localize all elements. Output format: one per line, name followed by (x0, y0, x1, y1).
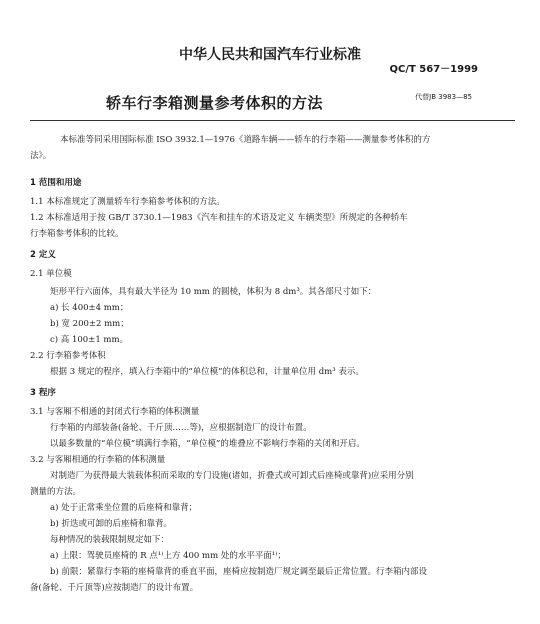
replaces-standard: 代替JB 3983—85 (415, 93, 472, 101)
clause-3-2-limit-upper: a) 上限：驾驶员座椅的 R 点¹⁾上方 400 mm 处的水平平面¹⁾； (50, 551, 286, 561)
intro-line-2: 法》。 (30, 151, 52, 161)
clause-3-1-line-2: 以最多数量的“单位模”填满行李箱，“单位模”的堆叠应不影响行李箱的关闭和开启。 (50, 439, 365, 449)
clause-2-1-text: 矩形平行六面体，具有最大半径为 10 mm 的圆棱，体积为 8 dm³。其各部尺寸如下： (50, 287, 377, 297)
clause-3-2-heading: 3.2 与客厢相通的行李箱的体积测量 (30, 455, 166, 465)
clause-2-1-item-a: a) 长 400±4 mm； (50, 303, 129, 313)
clause-3-2-line-2: 测量的方法。 (30, 487, 82, 497)
clause-2-1-heading: 2.1 单位模 (30, 269, 72, 279)
section-3-heading: 3 程序 (30, 388, 56, 398)
clause-2-1-item-b: b) 宽 200±2 mm； (50, 319, 129, 329)
clause-3-1-line-1: 行李箱的内部装备(备轮、千斤顶……等)，应根据制造厂的设计布置。 (50, 423, 312, 433)
clause-2-2-text: 根据 3 规定的程序，填入行李箱中的“单位模”的体积总和，计量单位用 dm³ 表示。 (50, 367, 364, 377)
clause-2-2-heading: 2.2 行李箱参考体积 (30, 351, 106, 361)
clause-3-2-line-1: 对制造厂为获得最大装载体积而采取的专门设施(诸如，折叠式或可卸式后座椅或靠背)应采用分别 (50, 471, 414, 481)
clause-2-1-item-c: c) 高 100±1 mm。 (50, 335, 129, 345)
clause-3-2-limit-front-line-2: 备(备轮、千斤顶等)应按制造厂的设计布置。 (30, 583, 199, 593)
clause-3-1-heading: 3.1 与客厢不相通的封闭式行李箱的体积测量 (30, 407, 200, 417)
section-1-heading: 1 范围和用途 (30, 178, 82, 188)
standard-org-title: 中华人民共和国汽车行业标准 (179, 47, 361, 63)
section-2-heading: 2 定义 (30, 250, 56, 260)
clause-3-2-item-b: b) 折迭或可卸的后座椅和靠背。 (50, 519, 172, 529)
clause-3-2-item-a: a) 处于正常乘坐位置的后座椅和靠背； (50, 503, 198, 513)
header-divider (30, 120, 515, 121)
clause-3-2-limit-front-line-1: b) 前限：紧靠行李箱的座椅靠背的垂直平面，座椅应按制造厂规定调至最后正常位置。行李箱内部设 (50, 567, 427, 577)
clause-3-2-limits-intro: 每种情况的装载限制规定如下： (50, 535, 170, 545)
document-title: 轿车行李箱测量参考体积的方法 (106, 94, 324, 112)
intro-line-1: 本标准等同采用国际标准 ISO 3932.1—1976《道路车辆——轿车的行李箱——测量参考体积的方 (60, 135, 431, 145)
clause-1-1: 1.1 本标准规定了测量轿车行李箱参考体积的方法。 (30, 197, 225, 207)
clause-1-2-line-2: 行李箱参考体积的比较。 (30, 229, 124, 239)
clause-1-2-line-1: 1.2 本标准适用于按 GB/T 3730.1—1983《汽车和挂车的术语及定义 车辆类型》所规定的各种轿车 (30, 213, 408, 223)
standard-number: QC/T 567－1999 (389, 64, 478, 75)
